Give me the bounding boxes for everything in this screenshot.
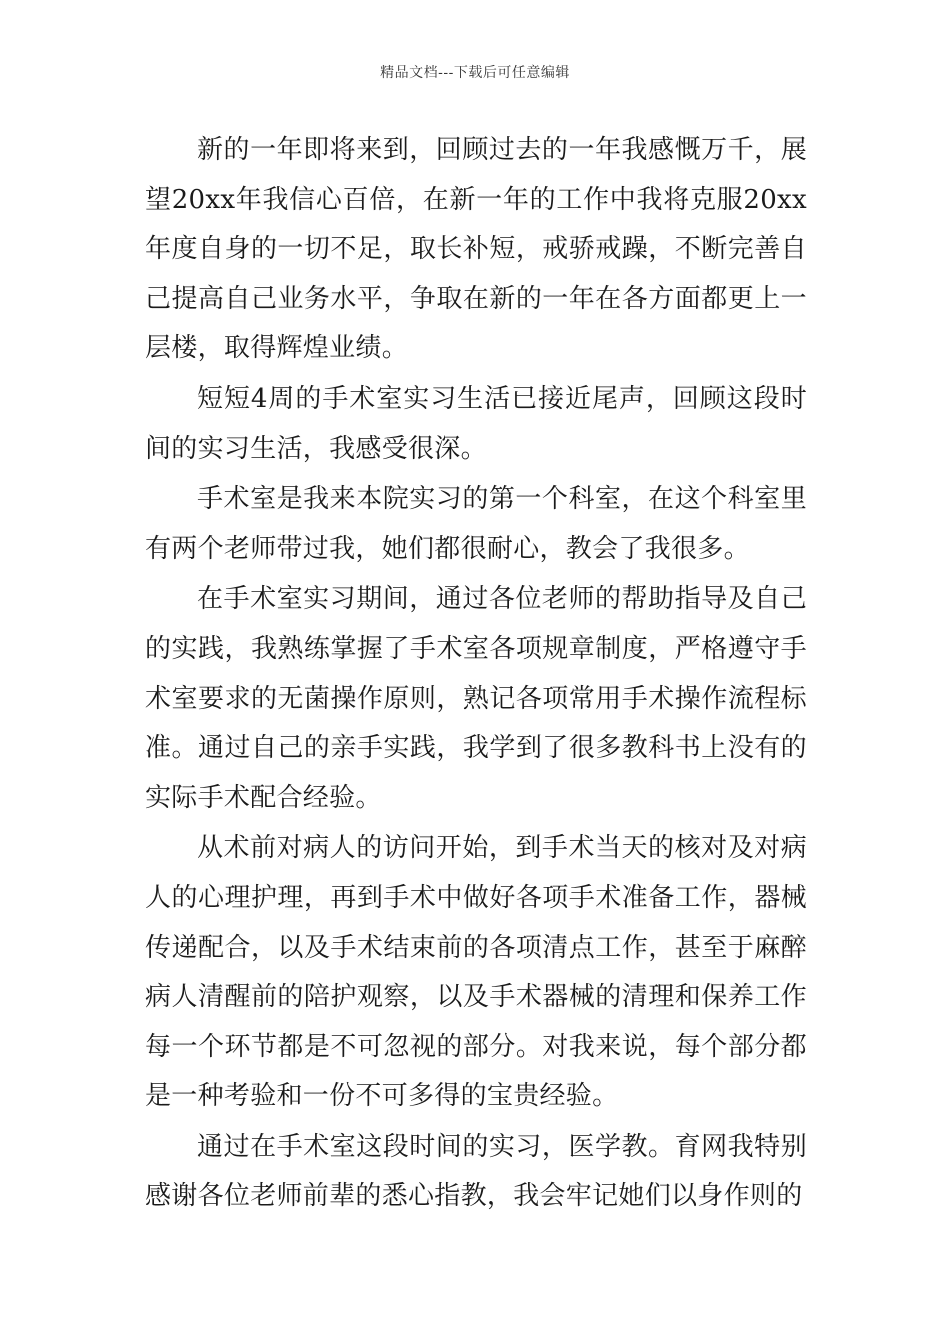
document-body xyxy=(145,126,807,1223)
paragraph-first-department: 手术室是我来本院实习的第一个科室，在这个科室里有两个老师带过我，她们都很耐心，教会了我很多。 xyxy=(145,484,807,564)
page-header: 精品文档---下载后可任意编辑 xyxy=(380,65,570,81)
paragraph-surgery-process: 从术前对病人的访问开始，到手术当天的核对及对病人的心理护理，再到手术中做好各项手术准备工作，器械传递配合，以及手术结束前的各项清点工作，甚至于麻醉病人清醒前的陪护观察，以及手术器械的清理和保养工作每一个环节都是不可忽视的部分。对我来说，每个部分都是一种考验和一份不可多得的宝贵经验。 xyxy=(145,833,807,1112)
paragraph-gratitude: 通过在手术室这段时间的实习，医学教。育网我特别感谢各位老师前辈的悉心指教，我会牢记她们以身作则的 xyxy=(145,1131,807,1212)
paragraph-internship-practice: 在手术室实习期间，通过各位老师的帮助指导及自己的实践，我熟练掌握了手术室各项规章制度，严格遵守手术室要求的无菌操作原则，熟记各项常用手术操作流程标准。通过自己的亲手实践，我学到了很多教科书上没有的实际手术配合经验。 xyxy=(145,584,807,813)
paragraph-new-year: 新的一年即将来到，回顾过去的一年我感慨万千，展望20xx年我信心百倍，在新一年的工作中我将克服20xx年度自身的一切不足，取长补短，戒骄戒躁，不断完善自己提高自己业务水平，争取在新的一年在各方面都更上一层楼，取得辉煌业绩。 xyxy=(145,135,807,364)
paragraph-internship-intro: 短短4周的手术室实习生活已接近尾声，回顾这段时间的实习生活，我感受很深。 xyxy=(145,383,807,464)
